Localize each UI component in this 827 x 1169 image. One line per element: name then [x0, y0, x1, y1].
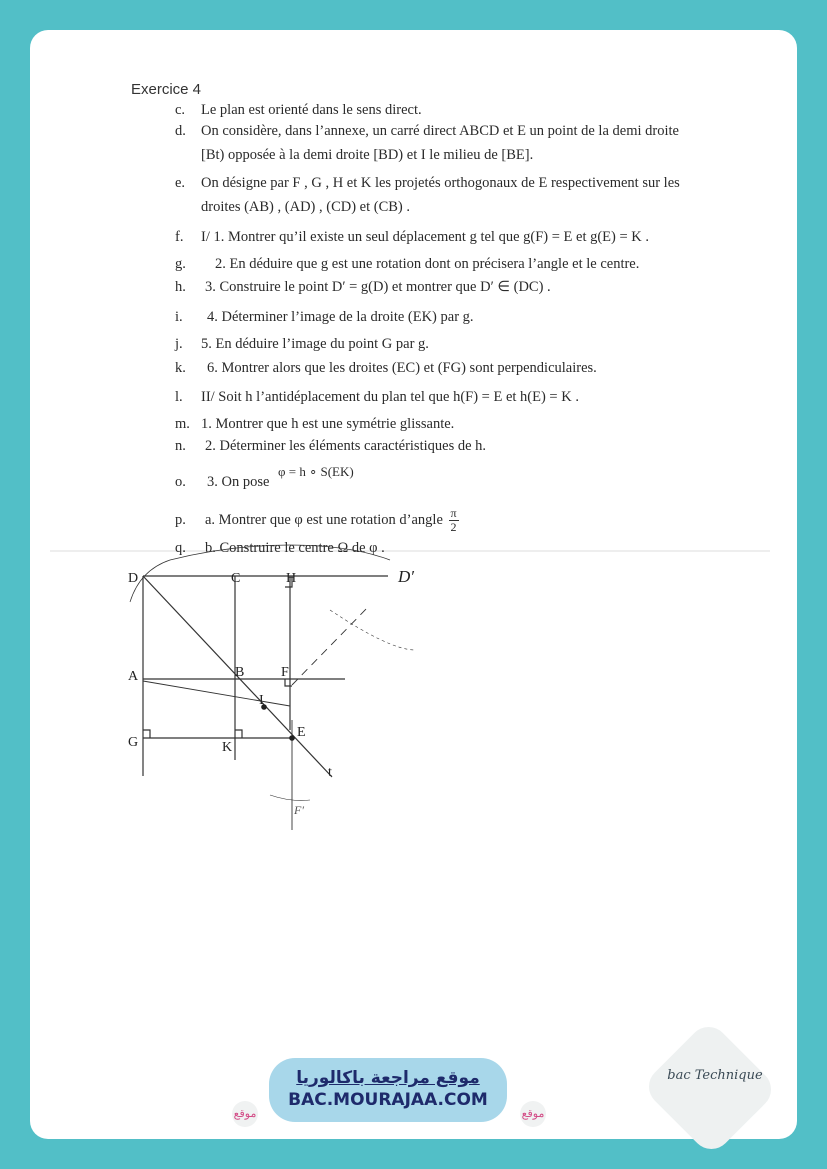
site-logo[interactable]: [269, 1058, 507, 1122]
geometry-figure: [30, 30, 797, 1139]
label-f: F: [281, 665, 289, 680]
label-g: G: [128, 735, 139, 750]
list-item: g. 2. En déduire que g est une rotation dont on précisera l’angle et le centre.: [175, 256, 640, 272]
list-item: d. On considère, dans l’annexe, un carré direct ABCD et E un point de la demi droite: [175, 123, 679, 139]
list-item-continuation: [Bt) opposée à la demi droite [BD) et I le milieu de [BE].: [201, 147, 534, 163]
list-item: c. Le plan est orienté dans le sens direct.: [175, 102, 422, 118]
logo-latin-text: BAC.MOURAJAA.COM: [288, 1090, 488, 1110]
right-angle-f: [285, 679, 292, 686]
phi-definition: φ = h ∘ S(EK): [278, 464, 354, 479]
label-a: A: [128, 669, 139, 684]
right-angle-g: [143, 730, 150, 738]
list-item: e. On désigne par F , G , H et K les projetés orthogonaux de E respectivement sur les: [175, 175, 680, 191]
label-f-prime: F′: [294, 803, 304, 817]
label-b: B: [235, 665, 245, 680]
logo-badge-right: موقع: [520, 1101, 546, 1127]
label-i: I: [259, 693, 264, 708]
label-t: t: [328, 765, 332, 780]
list-item: j. 5. En déduire l’image du point G par g.: [175, 336, 429, 352]
list-item: f. I/ 1. Montrer qu’il existe un seul déplacement g tel que g(F) = E et g(E) = K .: [175, 229, 650, 245]
right-angle-k: [235, 730, 242, 738]
logo-badge-left: موقع: [232, 1101, 258, 1127]
dashed-line: [292, 605, 370, 685]
list-item: k. 6. Montrer alors que les droites (EC) et (FG) sont perpendiculaires.: [175, 360, 597, 376]
arc-top: [130, 545, 390, 602]
point-e: [289, 735, 295, 741]
list-item-continuation: droites (AB) , (AD) , (CD) et (CB) .: [201, 199, 411, 215]
exercise-title: Exercice 4: [131, 81, 202, 98]
stamp-text: bac Technique: [667, 1068, 763, 1083]
list-item: m. 1. Montrer que h est une symétrie glissante.: [175, 416, 455, 432]
list-item: q. b. Construire le centre Ω de φ .: [175, 540, 385, 556]
label-k: K: [222, 740, 233, 755]
label-d: D: [128, 571, 139, 586]
list-item: p. a. Montrer que φ est une rotation d’angle $\frac{\pi}{2}$: [175, 506, 457, 534]
label-e: E: [297, 725, 306, 740]
list-item: n. 2. Déterminer les éléments caractéristiques de h.: [175, 438, 487, 454]
angle-fraction: $\frac{\pi}{2}$: [450, 506, 457, 534]
arc-right: [330, 610, 415, 650]
list-item: h. 3. Construire le point D′ = g(D) et montrer que D′ ∈ (DC) .: [175, 279, 551, 295]
list-item: o. 3. On pose: [175, 474, 270, 490]
document-page: [30, 30, 797, 1139]
arc-bottom: [270, 795, 310, 800]
list-item: l. II/ Soit h l’antidéplacement du plan tel que h(F) = E et h(E) = K .: [175, 389, 579, 405]
label-c: C: [231, 571, 241, 586]
label-h: H: [286, 571, 297, 586]
logo-arabic-text: موقع مراجعة باكالوريا: [296, 1068, 480, 1088]
line-af: [143, 681, 290, 706]
label-d-prime: D′: [398, 567, 414, 586]
list-item: i. 4. Déterminer l’image de la droite (EK) par g.: [175, 309, 474, 325]
